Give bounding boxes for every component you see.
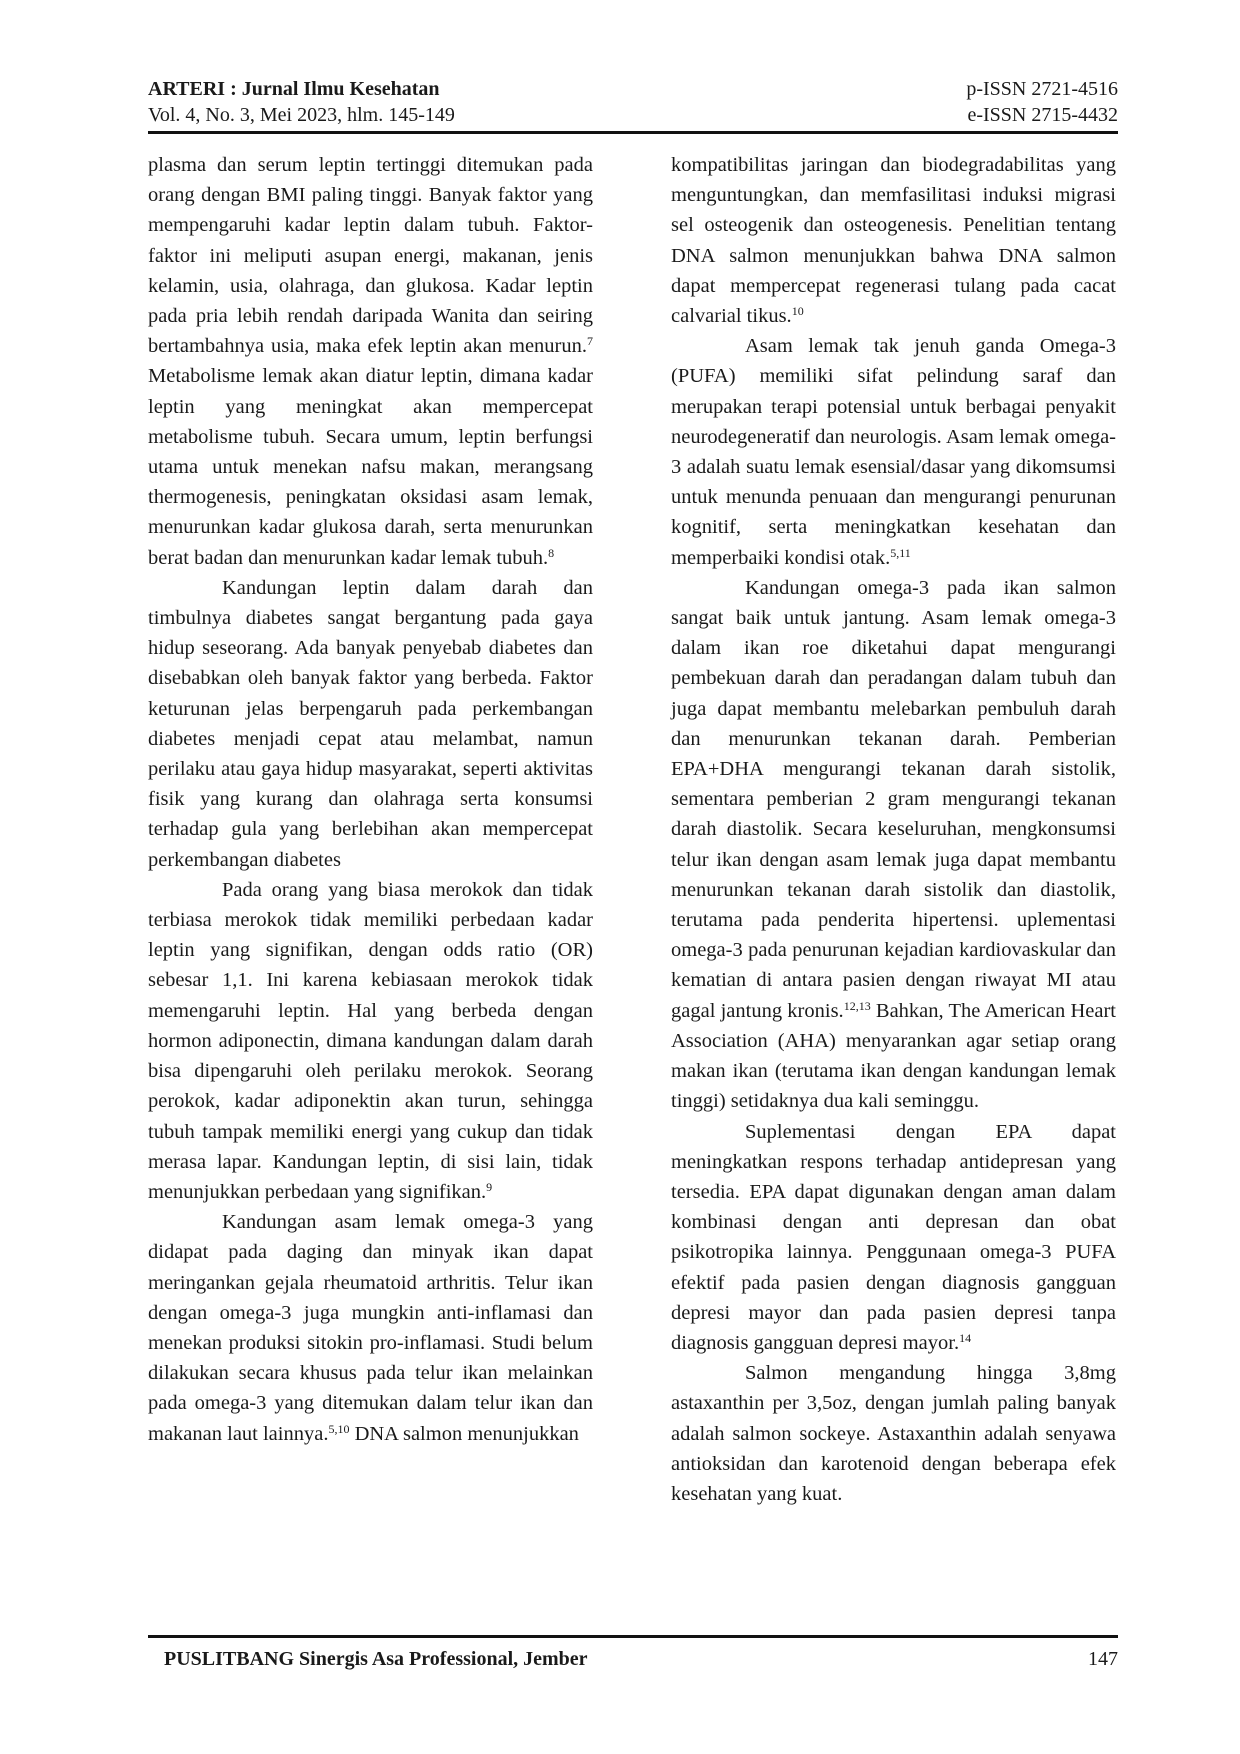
publisher-name: PUSLITBANG Sinergis Asa Professional, Jember [164,1648,588,1670]
footer-rule [148,1635,1118,1638]
citation-reference: 8 [548,545,555,560]
left-column [148,150,593,1449]
issue-info: Vol. 4, No. 3, Mei 2023, hlm. 145-149 [148,104,455,126]
body-paragraph [148,1207,593,1449]
citation-reference: 14 [959,1330,972,1345]
paragraph-text: Bahkan, The American Heart Association (AHA) menyarankan agar setiap orang makan ikan (terutama ikan dengan kandungan lemak tinggi) setidaknya dua kali seminggu. [671,999,1116,1113]
page-header [148,76,1118,128]
body-paragraph [148,150,593,573]
paragraph-text: Suplementasi dengan EPA dapat meningkatkan respons terhadap antidepresan yang tersedia. EPA dapat digunakan dengan aman dalam kombinasi dengan anti depresan dan obat psikotropika lainnya. Penggunaan omega-3 PUFA efektif pada pasien dengan diagnosis gangguan depresi mayor dan pada pasien depresi tanpa diagnosis gangguan depresi mayor. [671,1120,1116,1354]
paragraph-text: Metabolisme lemak akan diatur leptin, dimana kadar leptin yang meningkat akan mempercepat metabolisme tubuh. Secara umum, leptin berfungsi utama untuk menekan nafsu makan, merangsang thermogenesis, peningkatan oksidasi asam lemak, menurunkan kadar glukosa darah, serta menurunkan berat badan dan menurunkan kadar lemak tubuh. [148,365,593,569]
paragraph-text: Kandungan asam lemak omega-3 yang didapat pada daging dan minyak ikan dapat meringankan gejala rheumatoid arthritis. Telur ikan dengan omega-3 juga mungkin anti-inflamasi dan menekan produksi sitokin pro-inflamasi. Studi belum dilakukan secara khusus pada telur ikan melainkan pada omega-3 yang ditemukan dalam telur ikan dan makanan laut lainnya. [148,1211,593,1445]
paragraph-text: kompatibilitas jaringan dan biodegradabilitas yang menguntungkan, dan memfasilitasi induksi migrasi sel osteogenik dan osteogenesis. Penelitian tentang DNA salmon menunjukkan bahwa DNA salmon dapat mempercepat regenerasi tulang pada cacat calvarial tikus. [671,154,1116,328]
body-paragraph [148,573,593,875]
body-paragraph [671,331,1116,573]
paragraph-text: Asam lemak tak jenuh ganda Omega-3 (PUFA) memiliki sifat pelindung saraf dan merupakan terapi potensial untuk berbagai penyakit neurodegeneratif dan neurologis. Asam lemak omega-3 adalah suatu lemak esensial/dasar yang dikomsumsi untuk menunda penuaan dan mengurangi penurunan kognitif, serta meningkatkan kesehatan dan memperbaiki kondisi otak. [671,335,1116,569]
body-paragraph [671,150,1116,331]
paragraph-text: DNA salmon menunjukkan [349,1422,579,1445]
body-paragraph [671,1358,1116,1509]
citation-reference: 12,13 [843,998,871,1013]
p-issn: p-ISSN 2721-4516 [966,78,1118,100]
body-paragraph [148,875,593,1207]
header-rule [148,131,1118,134]
body-paragraph [671,573,1116,1117]
journal-title: ARTERI : Jurnal Ilmu Kesehatan [148,78,440,100]
page-footer [164,1646,1118,1672]
paragraph-text: plasma dan serum leptin tertinggi ditemukan pada orang dengan BMI paling tinggi. Banyak faktor yang mempengaruhi kadar leptin dalam tubuh. Faktor-faktor ini meliputi asupan energi, makanan, jenis kelamin, usia, olahraga, dan glukosa. Kadar leptin pada pria lebih rendah daripada Wanita dan seiring bertambahnya usia, maka efek leptin akan menurun. [148,154,593,358]
paragraph-text: Kandungan omega-3 pada ikan salmon sangat baik untuk jantung. Asam lemak omega-3 dalam ikan roe diketahui dapat mengurangi pembekuan darah dan peradangan dalam tubuh dan juga dapat membantu melebarkan pembuluh darah dan menurunkan tekanan darah. Pemberian EPA+DHA mengurangi tekanan darah sistolik, sementara pemberian 2 gram mengurangi tekanan darah diastolik. Secara keseluruhan, mengkonsumsi telur ikan dengan asam lemak juga dapat membantu menurunkan tekanan darah sistolik dan diastolik, terutama pada penderita hipertensi. uplementasi omega-3 pada penurunan kejadian kardiovaskular dan kematian di antara pasien dengan riwayat MI atau gagal jantung kronis. [671,576,1116,1022]
page-number: 147 [1088,1648,1118,1670]
e-issn: e-ISSN 2715-4432 [967,104,1118,126]
paragraph-text: Salmon mengandung hingga 3,8mg astaxanthin per 3,5oz, dengan jumlah paling banyak adalah salmon sockeye. Astaxanthin adalah senyawa antioksidan dan karotenoid dengan beberapa efek kesehatan yang kuat. [671,1362,1116,1505]
citation-reference: 10 [791,304,804,319]
paragraph-text: Pada orang yang biasa merokok dan tidak terbiasa merokok tidak memiliki perbedaan kadar leptin yang signifikan, dengan odds ratio (OR) sebesar 1,1. Ini karena kebiasaan merokok tidak memengaruhi leptin. Hal yang berbeda dengan hormon adiponectin, dimana kandungan dalam darah bisa dipengaruhi oleh perilaku merokok. Seorang perokok, kadar adiponektin akan turun, sehingga tubuh tampak memiliki energi yang cukup dan tidak merasa lapar. Kandungan leptin, di sisi lain, tidak menunjukkan perbedaan yang signifikan. [148,878,593,1203]
paragraph-text: Kandungan leptin dalam darah dan timbulnya diabetes sangat bergantung pada gaya hidup seseorang. Ada banyak penyebab diabetes dan disebabkan oleh banyak faktor yang berbeda. Faktor keturunan jelas berpengaruh pada perkembangan diabetes menjadi cepat atau melambat, namun perilaku atau gaya hidup masyarakat, seperti aktivitas fisik yang kurang dan olahraga serta konsumsi terhadap gula yang berlebihan akan mempercepat perkembangan diabetes [148,576,593,871]
body-paragraph [671,1117,1116,1359]
right-column [671,150,1116,1509]
citation-reference: 5,11 [890,545,911,560]
citation-reference: 7 [587,334,593,349]
citation-reference: 9 [486,1179,493,1194]
citation-reference: 5,10 [328,1421,350,1436]
